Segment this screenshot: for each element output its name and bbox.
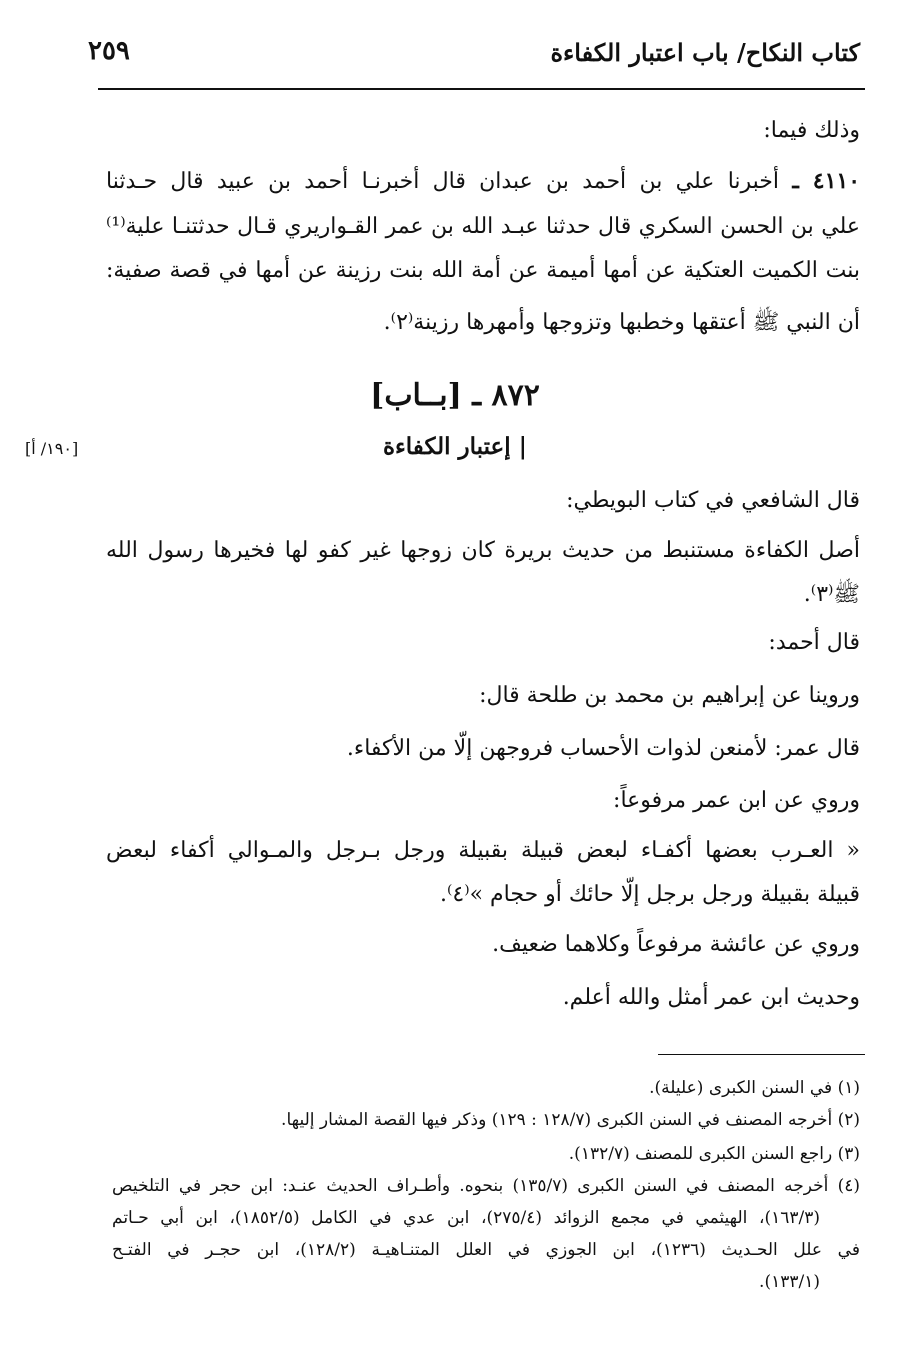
footnote-4-line-1: (٤) أخرجه المصنف في السنن الكبرى (١٣٥/٧) بنحوه. وأطـراف الحديث عنـد: ابن حجر في التلخيص — [112, 1176, 860, 1196]
hadith-number: ٤١١٠ ـ — [792, 168, 861, 194]
body2-line-1: قال الشافعي في كتاب البويطي: — [566, 488, 860, 513]
footnote-4-line-4: (١٣٣/١). — [759, 1272, 820, 1292]
footnote-2: (٢) أخرجه المصنف في السنن الكبرى (١٢٨/٧ : ١٢٩) وذكر فيها القصة المشار إليها. — [281, 1110, 860, 1130]
body2-line-6: قال عمر: لأمنعن لذوات الأحساب فروجهن إلّا من الأكفاء. — [346, 736, 860, 761]
footnote-4-line-2: (١٦٣/٣)، الهيثمي في مجمع الزوائد (٢٧٥/٤)، ابن عدي في الكامل (١٨٥٢/٥)، ابن أبي حـاتم — [112, 1208, 820, 1228]
footnote-3: (٣) راجع السنن الكبرى للمصنف (١٣٢/٧). — [568, 1144, 860, 1164]
body-line-3: علي بن الحسن السكري قال حدثنا عبـد الله بن عمر القـواريري قـال حدثتنـا علية⁽¹⁾ — [106, 214, 860, 239]
body2-line-2: أصل الكفاءة مستنبط من حديث بريرة كان زوجها غير كفو لها فخيرها رسول الله — [106, 538, 860, 563]
chapter-heading: ٨٧٢ ـ [بــاب] — [370, 378, 540, 413]
manuscript-folio-ref: [١٩٠/ أ] — [25, 439, 79, 458]
footnote-4-line-3: في علل الحـديث (١٢٣٦)، ابن الجوزي في العلل المتنـاهيـة (١٢٨/٢)، ابن حجـر في الفتـح — [112, 1240, 860, 1260]
body2-line-4: قال أحمد: — [768, 630, 860, 655]
chapter-subheading: | إعتبار الكفاءة — [382, 433, 528, 460]
hadith-4110-line-1 — [106, 168, 860, 194]
body-line-5: أن النبي ﷺ أعتقها وخطبها وتزوجها وأمهرها رزينة⁽٢⁾. — [383, 310, 860, 335]
page-number: ٢٥٩ — [88, 36, 130, 66]
body2-line-5: وروينا عن إبراهيم بن محمد بن طلحة قال: — [479, 683, 860, 708]
hadith-text: أخبرنا علي بن أحمد بن عبدان قال أخبرنـا أحمد بن عبيد قال حـدثنا — [106, 169, 780, 194]
body-line-4: بنت الكميت العتكية عن أمها أميمة عن أمة الله بنت رزينة عن أمها في قصة صفية: — [106, 258, 861, 283]
body-line-1: وذلك فيما: — [763, 118, 860, 143]
header-rule — [98, 88, 865, 90]
body2-line-3: ﷺ⁽٣⁾. — [803, 582, 860, 607]
body2-line-10: وروي عن عائشة مرفوعاً وكلاهما ضعيف. — [492, 932, 860, 957]
body2-line-8: « العـرب بعضها أكفـاء لبعض قبيلة بقبيلة ورجل بـرجل والمـوالي أكفاء لبعض — [106, 838, 860, 863]
body2-line-7: وروي عن ابن عمر مرفوعاً: — [613, 788, 860, 813]
footnote-rule — [658, 1054, 865, 1055]
body2-line-9: قبيلة بقبيلة ورجل برجل إلّا حائك أو حجام »⁽٤⁾. — [439, 882, 860, 907]
running-header-title: كتاب النكاح/ باب اعتبار الكفاءة — [550, 38, 860, 67]
body2-line-11: وحديث ابن عمر أمثل والله أعلم. — [562, 985, 860, 1010]
footnote-1: (١) في السنن الكبرى (عليلة). — [649, 1078, 860, 1098]
